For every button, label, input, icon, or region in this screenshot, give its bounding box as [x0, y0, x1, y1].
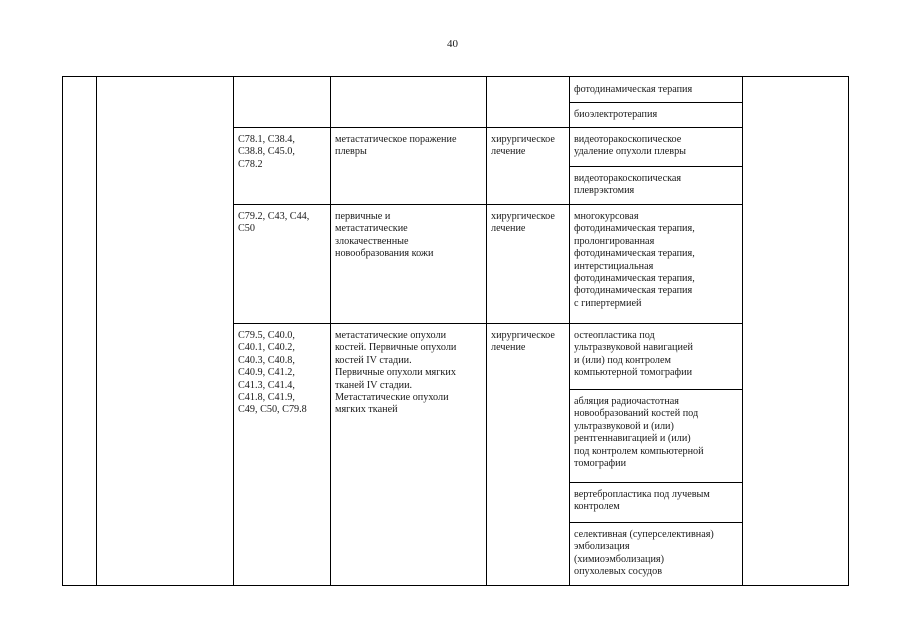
method-divider [569, 522, 743, 523]
method-cell: биоэлектротерапия [574, 109, 658, 120]
method-cell: видеоторакоскопическое удаление опухоли плевры [574, 134, 687, 158]
treatment-cell: хирургическое лечение [491, 211, 555, 235]
row-divider [233, 323, 743, 324]
row-divider [233, 127, 743, 128]
method-cell: вертебропластика под лучевым контролем [574, 489, 710, 513]
column-divider [96, 76, 97, 586]
condition-cell: метастатические опухоли костей. Первичные опухоли костей IV стадии. Первичные опухоли мягких тканей IV стадии. Метастатические опухоли мягких тканей [335, 330, 457, 416]
treatment-cell: хирургическое лечение [491, 330, 555, 354]
method-cell: видеоторакоскопическая плеврэктомия [574, 173, 682, 197]
treatment-cell: хирургическое лечение [491, 134, 555, 158]
icd-codes-cell: C78.1, C38.4, C38.8, C45.0, C78.2 [238, 134, 295, 170]
table-border-top [62, 76, 849, 77]
condition-cell: метастатическое поражение плевры [335, 134, 457, 158]
method-cell: остеопластика под ультразвуковой навигацией и (или) под контролем компьютерной томографии [574, 330, 693, 379]
method-divider [569, 482, 743, 483]
table-border-left [62, 76, 63, 586]
method-divider [569, 389, 743, 390]
icd-codes-cell: C79.5, C40.0, C40.1, C40.2, C40.3, C40.8, C40.9, C41.2, C41.3, C41.4, C41.8, C41.9, C49, C50, C79.8 [238, 330, 307, 416]
column-divider [233, 76, 234, 586]
table-border-right [848, 76, 849, 586]
column-divider [569, 76, 570, 586]
column-divider [486, 76, 487, 586]
table-border-bottom [62, 585, 849, 586]
method-cell: абляция радиочастотная новообразований костей под ультразвуковой и (или) рентгеннавигацией и (или) под контролем компьютерной томографии [574, 396, 704, 470]
method-cell: фотодинамическая терапия [574, 84, 693, 95]
method-cell: селективная (суперселективная) эмболизация (химиоэмболизация) опухолевых сосудов [574, 529, 714, 578]
method-divider [569, 166, 743, 167]
page-number: 40 [447, 38, 458, 50]
method-cell: многокурсовая фотодинамическая терапия, пролонгированная фотодинамическая терапия, интерстициальная фотодинамическая терапия, фотодинамическая терапия с гипертермией [574, 211, 695, 309]
column-divider [330, 76, 331, 586]
condition-cell: первичные и метастатические злокачественные новообразования кожи [335, 211, 434, 260]
column-divider [742, 76, 743, 586]
method-divider [569, 102, 743, 103]
row-divider [233, 204, 743, 205]
icd-codes-cell: C79.2, C43, C44, C50 [238, 211, 310, 235]
